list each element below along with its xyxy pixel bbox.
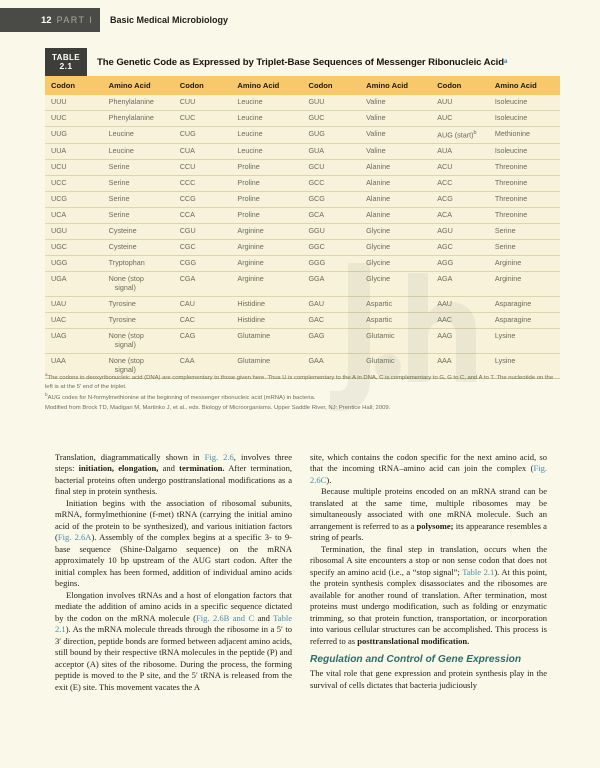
table-caption-footnote-marker: a [504,59,508,65]
amino-acid-cell: Serine [489,240,560,256]
amino-acid-cell: Phenylalanine [103,110,174,126]
codon-cell: ACA [431,208,489,224]
left-column [55,452,292,693]
running-head [0,8,600,32]
table-row [45,208,560,224]
codon-cell: CGG [174,256,232,272]
column-header: Codon [302,76,360,95]
emphasized-term: termination. [179,463,225,474]
table-row [45,110,560,126]
amino-acid-cell: Lysine [489,329,560,354]
table-row [45,160,560,176]
amino-acid-cell: Arginine [489,272,560,297]
table-row [45,297,560,313]
amino-acid-cell: Leucine [231,110,302,126]
codon-cell: GGG [302,256,360,272]
column-header: Amino Acid [489,76,560,95]
text-run: Termination, the final step in translation, occurs when the ribosomal A site encounters a stop or non sense codon that does not specify an amino acid (i.e., a “stop signal”; [310,543,547,577]
amino-acid-cell: Alanine [360,208,431,224]
amino-acid-cell: Serine [103,160,174,176]
codon-cell: AUG (start)$^b$ [431,126,489,143]
footnote-b [45,392,560,403]
codon-cell: UCA [45,208,103,224]
codon-cell: UUU [51,97,67,107]
amino-acid-cell: Serine [103,176,174,192]
codon-cell: AAU [431,297,489,313]
amino-acid-cell: Alanine [360,160,431,176]
amino-acid-cell: Arginine [231,240,302,256]
emphasized-term: posttranslational modification. [357,635,470,646]
codon-cell: GCA [302,208,360,224]
codon-cell: CAC [174,313,232,329]
amino-acid-cell: Glutamine [231,329,302,354]
amino-acid-cell: Threonine [489,176,560,192]
amino-acid-cell: Glutamic [360,354,431,379]
column-header: Amino Acid [360,76,431,95]
cross-reference-link[interactable]: Fig. 2.6B and C [196,612,255,623]
amino-acid-cell: Threonine [489,160,560,176]
amino-acid-cell: Cysteine [103,240,174,256]
table-row [45,240,560,256]
footnote-b-marker: b [45,392,48,398]
column-header: Codon [45,76,103,95]
amino-acid-cell: Isoleucine [489,144,560,160]
table-row [45,144,560,160]
table-row [45,176,560,192]
amino-acid-cell: None (stop signal) [103,354,174,379]
codon-cell: AUU [437,97,453,107]
codon-cell: GUC [302,110,360,126]
text-run: its appearance resembles a string of pearls. [310,520,547,543]
book-section-title: Basic Medical Microbiology [110,15,229,25]
paragraph [310,452,547,486]
amino-acid-cell: Glycine [360,224,431,240]
codon-cell: CUC [174,110,232,126]
amino-acid-cell: Alanine [360,176,431,192]
amino-acid-cell: Arginine [489,256,560,272]
amino-acid-cell: Leucine [237,97,263,107]
codon-cell: CGU [174,224,232,240]
text-run: Initiation begins with the association of ribosomal subunits, mRNA, formylmethionine (f-met) tRNA (carrying the initial amino acid of the protein to be synthesized), and various initiation factors ( [55,497,292,543]
amino-acid-cell: Phenylalanine [108,97,154,107]
codon-cell: UCC [45,176,103,192]
codon-cell: CGA [174,272,232,297]
codon-cell: CCU [174,160,232,176]
codon-cell: UCG [45,192,103,208]
cross-reference-link[interactable]: Fig. 2.6 [204,452,234,462]
amino-acid-cell: Tyrosine [103,313,174,329]
codon-cell: UAG [45,329,103,354]
table-header-row [45,76,560,95]
paragraph [310,544,547,647]
table-number-badge [45,48,87,76]
paragraph [55,590,292,693]
codon-cell: AGA [431,272,489,297]
footnote-b-text: AUG codes for N-formylmethionine at the beginning of messenger ribonucleic acid (mRNA) in bacteria. [47,395,316,402]
text-run: Translation, diagrammatically shown in [55,452,205,462]
codon-cell: GCC [302,176,360,192]
codon-cell: GGU [302,224,360,240]
amino-acid-cell: Valine [360,126,431,143]
text-run: ). At this point, the protein synthesis complex disassociates and the ribosomes are available for another round of translation. After termination, most proteins must undergo modification, such as folding or enzymatic trimming, so that protein function, transportation, or incorporation into various cellular structures can be accomplished. This process is referred to as [310,566,547,646]
table-row [45,95,560,110]
amino-acid-cell: Arginine [231,272,302,297]
codon-cell: UCU [45,160,103,176]
codon-cell: UUC [45,110,103,126]
codon-cell: GGA [302,272,360,297]
codon-cell: UGA [45,272,103,297]
text-run: and [158,463,180,474]
table-caption-text: The Genetic Code as Expressed by Triplet-Base Sequences of Messenger Ribonucleic Acid [97,56,505,68]
running-head-page-group [0,8,100,32]
amino-acid-cell: Leucine [231,126,302,143]
text-run: , involves three steps: [55,452,292,474]
table-row [45,329,560,354]
right-column [310,452,547,693]
table-row [45,192,560,208]
paragraph [55,498,292,590]
amino-acid-cell: Valine [360,110,431,126]
table-row [45,256,560,272]
amino-acid-cell: None (stop signal) [103,272,174,297]
amino-acid-cell: Leucine [231,144,302,160]
amino-acid-cell: Glycine [360,240,431,256]
codon-cell: GAG [302,329,360,354]
codon-cell: ACG [431,192,489,208]
text-run: ). [326,474,332,485]
amino-acid-cell: Cysteine [103,224,174,240]
table-head [45,76,560,95]
codon-cell: AAA [431,354,489,379]
amino-acid-cell: Lysine [489,354,560,379]
amino-acid-cell: Glutamic [360,329,431,354]
codon-cell: CAG [174,329,232,354]
codon-cell: CUA [174,144,232,160]
amino-acid-cell: Tyrosine [103,297,174,313]
column-header: Amino Acid [103,76,174,95]
amino-acid-cell: Alanine [360,192,431,208]
text-run: ). Assembly of the complex begins at a specific 3- to 9-base sequence (Shine-Dalgarno sequence) on the mRNA approximately 10 bp upstream of the AUG start codon. After the initial complex has been formed, addition of individual amino acids begins. [55,532,293,589]
emphasized-term: initiation, elongation, [78,463,159,474]
amino-acid-cell: Arginine [231,256,302,272]
codon-cell: AGG [431,256,489,272]
amino-acid-cell: Isoleucine [489,110,560,126]
table-row [45,313,560,329]
amino-acid-cell: Methionine [489,126,560,143]
amino-acid-cell: Aspartic [360,297,431,313]
amino-acid-cell: Isoleucine [494,97,528,107]
amino-acid-cell: Proline [231,160,302,176]
table-badge-label: TABLE [51,52,81,62]
codon-cell: UUG [45,126,103,143]
text-run: site, which contains the codon specific for the next amino acid, so that the incoming tRNA–amino acid can join the complex ( [310,452,547,474]
codon-cell: GAC [302,313,360,329]
codon-cell: CUU [179,97,196,107]
amino-acid-cell: Leucine [103,144,174,160]
codon-cell: GCU [302,160,360,176]
cross-reference-link[interactable]: Fig. 2.6C [310,463,547,485]
amino-acid-cell: Valine [360,144,431,160]
text-run: Elongation involves tRNAs and a host of elongation factors that mediate the addition of amino acids in a specific sequence dictated by the codon on the mRNA molecule ( [55,589,292,623]
cross-reference-link[interactable]: Table 2.1 [55,612,293,635]
codon-cell: AGU [431,224,489,240]
paragraph [310,486,547,543]
table-caption [97,48,507,76]
amino-acid-cell: Serine [489,224,560,240]
codon-cell: AAG [431,329,489,354]
codon-cell: UGC [45,240,103,256]
codon-cell: GUU [308,97,325,107]
amino-acid-cell: Arginine [231,224,302,240]
codon-cell: CUG [174,126,232,143]
cross-reference-link[interactable]: Table 2.1 [462,566,495,577]
codon-cell: CCA [174,208,232,224]
footnote-a-text: The codons in deoxyribonucleic acid (DNA) are complementary to those given here. Thus U is complementary to the A in DNA, C is complementary to G, G to C, and A to T. The nucleotide on the left is at the 5′ end of the triplet. [45,374,554,390]
codon-cell: UAC [45,313,103,329]
footnote-a-marker: a [45,372,48,377]
genetic-code-table [45,76,560,378]
codon-cell: CAU [174,297,232,313]
table-row [45,272,560,297]
amino-acid-cell: Valine [366,97,386,107]
amino-acid-cell: Leucine [103,126,174,143]
codon-cell: GUA [302,144,360,160]
codon-cell: UAU [45,297,103,313]
table-row [45,224,560,240]
body-text [55,452,547,693]
paragraph [55,452,292,498]
codon-cell: AGC [431,240,489,256]
column-header: Codon [174,76,232,95]
codon-cell: UAA [45,354,103,379]
amino-acid-cell: Aspartic [360,313,431,329]
codon-cell: AUC [431,110,489,126]
column-header: Amino Acid [231,76,302,95]
page-number: 12 [41,14,52,26]
amino-acid-cell: Glutamine [231,354,302,379]
text-run: After termination, bacterial proteins often undergo posttranslational modifications as a final step in protein synthesis. [55,463,292,497]
table-footnotes [45,372,560,413]
text-run: and [254,612,274,623]
codon-cell: CAA [174,354,232,379]
amino-acid-cell: Proline [231,176,302,192]
cross-reference-link[interactable]: Fig. 2.6A [57,532,92,543]
table-title-bar [45,48,560,76]
amino-acid-cell: Proline [231,208,302,224]
codon-cell: ACC [431,176,489,192]
codon-cell: UUA [45,144,103,160]
codon-cell: GAU [302,297,360,313]
emphasized-term: polysome; [416,520,454,531]
codon-cell: UGG [45,256,103,272]
codon-cell: CCG [174,192,232,208]
codon-cell: ACU [431,160,489,176]
codon-cell: GGC [302,240,360,256]
section-subheading: Regulation and Control of Gene Expression [310,654,522,666]
amino-acid-cell: Threonine [489,192,560,208]
codon-cell: AAC [431,313,489,329]
table-row [45,126,560,143]
paragraph [310,668,547,691]
text-run: Because multiple proteins encoded on an mRNA strand can be translated at the same time, multiple ribosomes may be simultaneously associated with one mRNA molecule. Such an arrangement is referred to as a [310,486,547,531]
text-run: The vital role that gene expression and protein synthesis play in the survival of cells dictates that bacteria judiciously [310,668,547,690]
part-label: PART I [56,15,93,25]
footnote-source: Modified from Brock TD, Madigan M, Martinko J, et al., eds. Biology of Microorganisms. Upper Saddle River, NJ: Prentice Hall; 2009. [45,404,391,411]
amino-acid-cell: Glycine [360,272,431,297]
amino-acid-cell: Threonine [489,208,560,224]
amino-acid-cell: Serine [103,208,174,224]
codon-cell: CCC [174,176,232,192]
codon-cell: CGC [174,240,232,256]
column-header: Codon [431,76,489,95]
codon-cell: GUG [302,126,360,143]
amino-acid-cell: Glycine [360,256,431,272]
amino-acid-cell: Asparagine [489,297,560,313]
codon-cell: GAA [302,354,360,379]
codon-cell: UGU [45,224,103,240]
amino-acid-cell: Asparagine [489,313,560,329]
amino-acid-cell: None (stop signal) [103,329,174,354]
table-body [45,95,560,378]
amino-acid-cell: Serine [103,192,174,208]
amino-acid-cell: Histidine [231,297,302,313]
codon-cell: GCG [302,192,360,208]
table-badge-number: 2.1 [59,60,73,71]
codon-cell: AUA [431,144,489,160]
genetic-code-table-block [45,48,560,379]
amino-acid-cell: Proline [231,192,302,208]
amino-acid-cell: Histidine [231,313,302,329]
text-run: ). As the mRNA molecule threads through the ribosome in a 5′ to 3′ direction, peptide bonds are formed between adjacent amino acids, still bound by their respective tRNA molecules in the peptide (P) and acceptor (A) sites of the ribosome. During the process, the forming peptide is moved to the P site, and the 5′ tRNA is released from the exit (E) site. This movement vacates the A [55,624,292,692]
amino-acid-cell: Tryptophan [103,256,174,272]
footnote-a [45,372,560,392]
